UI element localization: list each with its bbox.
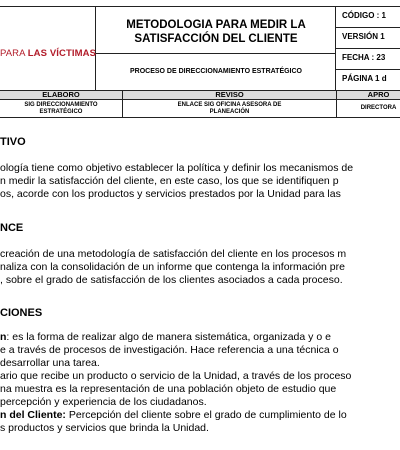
codigo-field: CÓDIGO : 1 — [336, 6, 400, 27]
fecha-field: FECHA : 23 — [336, 48, 400, 69]
logo-cell — [0, 6, 96, 90]
version-field: VERSIÓN 1 — [336, 27, 400, 48]
document-title — [96, 18, 336, 46]
alcance-line-1: creación de una metodología de satisfacción del cliente en los procesos m — [0, 248, 347, 260]
definition-line-4: ario que recibe un producto o servicio de la Unidad, a través de los proceso — [0, 370, 352, 382]
aprobo-header: APRO — [336, 91, 400, 99]
signature-header-row — [0, 90, 400, 99]
definition-text: : es la forma de realizar algo de manera sistemática, organizada y o e — [6, 331, 331, 343]
process-cell — [96, 54, 336, 90]
signature-value-row — [0, 99, 400, 118]
definition-line-3: desarrollar una tarea. — [0, 357, 100, 369]
definition-line-7 — [0, 409, 347, 421]
title-line-2: SATISFACCIÓN DEL CLIENTE — [134, 33, 298, 45]
section-title-alcance: NCE — [0, 222, 24, 234]
definition-text: Percepción del cliente sobre el grado de cumplimiento de lo — [65, 409, 347, 421]
definition-line-1 — [0, 331, 331, 343]
definition-line-5: na muestra es la representación de una población objeto de estudio que — [0, 383, 337, 395]
logo-text-part2: LAS VÍCTIMAS — [27, 48, 97, 59]
definition-line-8: s productos y servicios que brinda la Unidad. — [0, 422, 209, 434]
alcance-line-2: naliza con la consolidación de un informe que contenga la información pre — [0, 261, 345, 273]
reviso-value-line-2: PLANEACIÓN — [209, 109, 250, 115]
elaboro-header: ELABORO — [0, 91, 122, 99]
alcance-line-3: , sobre el grado de satisfacción de los clientes asociados a cada proceso. — [0, 274, 343, 286]
section-title-definiciones: CIONES — [0, 307, 43, 319]
title-line-1: METODOLOGIA PARA MEDIR LA — [126, 19, 306, 31]
reviso-value-line-1: ENLACE SIG OFICINA ASESORA DE — [177, 102, 282, 108]
logo-text-part1: PARA — [0, 48, 28, 59]
aprobo-value — [336, 100, 400, 117]
section-title-objetivo: TIVO — [0, 136, 26, 148]
reviso-header: REVISO — [122, 91, 336, 99]
title-cell — [96, 6, 336, 54]
pagina-field: PÁGINA 1 d — [336, 69, 400, 90]
definition-line-6: percepción y experiencia de los ciudadanos. — [0, 396, 207, 408]
elaboro-value-line-1: SIG DIRECCIONAMIENTO — [24, 102, 98, 108]
objetivo-line-2: n medir la satisfacción del cliente, en este caso, los que se identifiquen p — [0, 175, 339, 187]
reviso-value — [122, 100, 336, 117]
process-name: PROCESO DE DIRECCIONAMIENTO ESTRATÉGICO — [129, 68, 303, 75]
elaboro-value — [0, 100, 122, 117]
definition-term: n — [0, 331, 7, 343]
objetivo-line-3: os, acorde con los productos y servicios prestados por la Unidad para las — [0, 188, 341, 200]
elaboro-value-line-2: ESTRATÉGICO — [39, 109, 83, 115]
definition-line-2: e a través de procesos de investigación. Hace referencia a una técnica o — [0, 344, 339, 356]
aprobo-value-line-1: DIRECTORA — [360, 105, 397, 111]
objetivo-line-1: ología tiene como objetivo establecer la política y definir los mecanismos de — [0, 162, 354, 174]
definition-term: n del Cliente: — [0, 409, 66, 421]
logo — [0, 48, 96, 59]
